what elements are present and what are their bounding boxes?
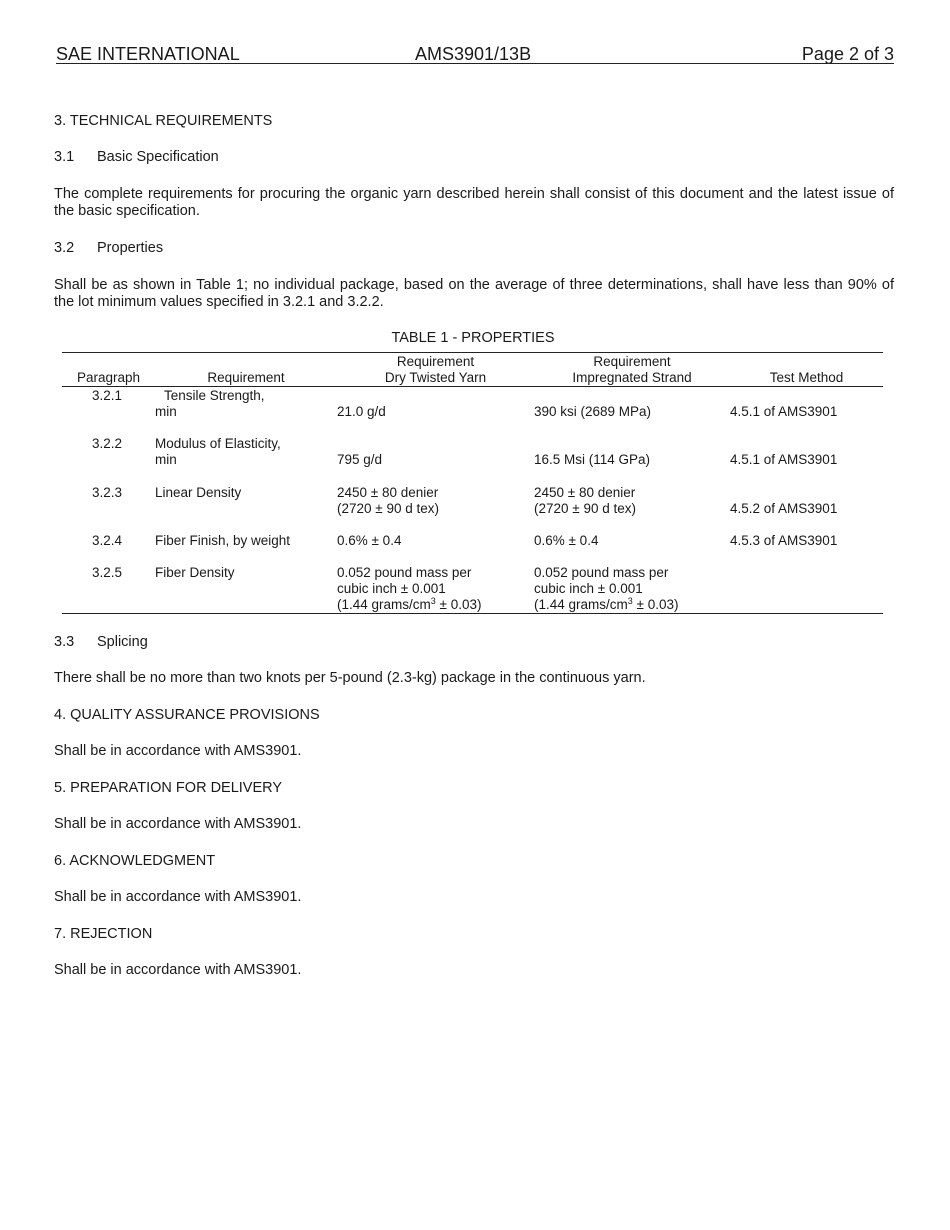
section-3-3-text: There shall be no more than two knots per 5-pound (2.3-kg) package in the continuous yarn.: [54, 670, 646, 686]
table-row-test-method: 4.5.1 of AMS3901: [730, 452, 838, 467]
table-row-requirement-qualifier: min: [155, 452, 177, 467]
section-7-title: 7. REJECTION: [54, 926, 153, 942]
table-row-paragraph: 3.2.3: [92, 485, 123, 500]
table-row-impregnated-value: 16.5 Msi (114 GPa): [534, 452, 651, 467]
table-bottom-rule: [62, 613, 883, 614]
table-row-requirement: Modulus of Elasticity,: [155, 436, 281, 451]
col-header-paragraph: Paragraph: [76, 370, 141, 385]
section-3-title: 3. TECHNICAL REQUIREMENTS: [54, 113, 273, 129]
table-row-impregnated-value-metric: (1.44 grams/$cm^3 \pm 0.03$): [534, 596, 679, 612]
section-3-2-text: Shall be as shown in Table 1; no individual package, based on the average of three determinations, shall have less than 90% of the lot minimum values specified in 3.2.1 and 3.2.2.: [54, 277, 894, 310]
table-row-requirement: Tensile Strength,: [164, 388, 265, 403]
table-row-paragraph: 3.2.5: [92, 565, 123, 580]
table-row-dry-value: 0.052 pound mass per: [337, 565, 472, 580]
table-header-rule: [62, 386, 883, 387]
col-header-dry-bottom: Dry Twisted Yarn: [384, 370, 487, 385]
table-row-test-method: 4.5.2 of AMS3901: [730, 501, 838, 516]
table-row-test-method: 4.5.1 of AMS3901: [730, 404, 838, 419]
section-7-text: Shall be in accordance with AMS3901.: [54, 962, 302, 978]
table-caption: TABLE 1 - PROPERTIES: [391, 330, 555, 346]
table-row-impregnated-value: 0.6% ± 0.4: [534, 533, 599, 548]
col-header-dry-top: Requirement: [396, 354, 475, 369]
table-row-impregnated-value: 2450 ± 80 denier: [534, 485, 636, 500]
section-3-2-title: Properties: [97, 240, 164, 256]
table-row-paragraph: 3.2.2: [92, 436, 123, 451]
col-header-requirement: Requirement: [207, 370, 285, 385]
col-header-test-method: Test Method: [769, 370, 844, 385]
section-5-title: 5. PREPARATION FOR DELIVERY: [54, 780, 283, 796]
table-row-requirement: Linear Density: [155, 485, 242, 500]
col-header-impregnated-bottom: Impregnated Strand: [572, 370, 692, 385]
header-org: SAE INTERNATIONAL: [56, 44, 240, 64]
table-top-rule: [62, 352, 883, 353]
table-row-test-method: 4.5.3 of AMS3901: [730, 533, 838, 548]
table-row-impregnated-value-metric: (2720 ± 90 d tex): [534, 501, 636, 516]
section-4-title: 4. QUALITY ASSURANCE PROVISIONS: [54, 707, 320, 723]
table-row-impregnated-value-line2: cubic inch ± 0.001: [534, 581, 643, 596]
section-3-1-number: 3.1: [54, 149, 75, 165]
table-row-paragraph: 3.2.4: [92, 533, 123, 548]
section-3-3-title: Splicing: [97, 634, 148, 650]
table-row-dry-value-metric: (2720 ± 90 d tex): [337, 501, 439, 516]
section-5-text: Shall be in accordance with AMS3901.: [54, 816, 302, 832]
table-row-requirement: Fiber Finish, by weight: [155, 533, 291, 548]
section-3-1-title: Basic Specification: [97, 149, 219, 165]
header-page-number: Page 2 of 3: [801, 44, 894, 64]
section-4-text: Shall be in accordance with AMS3901.: [54, 743, 302, 759]
table-row-requirement: Fiber Density: [155, 565, 235, 580]
table-row-paragraph: 3.2.1: [92, 388, 123, 403]
section-6-title: 6. ACKNOWLEDGMENT: [54, 853, 216, 869]
col-header-impregnated-top: Requirement: [593, 354, 671, 369]
table-row-impregnated-value: 390 ksi (2689 MPa): [534, 404, 652, 419]
table-row-impregnated-value: 0.052 pound mass per: [534, 565, 669, 580]
section-6-text: Shall be in accordance with AMS3901.: [54, 889, 302, 905]
section-3-2-number: 3.2: [54, 240, 75, 256]
table-row-dry-value-line2: cubic inch ± 0.001: [337, 581, 446, 596]
table-row-dry-value: 795 g/d: [337, 452, 383, 467]
section-3-1-text: The complete requirements for procuring the organic yarn described herein shall consist of this document and the latest issue of the basic specification.: [54, 186, 894, 219]
table-row-dry-value: 0.6% ± 0.4: [337, 533, 402, 548]
header-doc-number: AMS3901/13B: [415, 44, 532, 64]
header-rule: [56, 63, 894, 64]
section-3-3-number: 3.3: [54, 634, 75, 650]
table-row-dry-value: 21.0 g/d: [337, 404, 386, 419]
table-row-dry-value-metric: (1.44 grams/$cm^3 \pm 0.03$): [337, 596, 482, 612]
table-row-dry-value: 2450 ± 80 denier: [337, 485, 439, 500]
table-row-requirement-qualifier: min: [155, 404, 177, 419]
